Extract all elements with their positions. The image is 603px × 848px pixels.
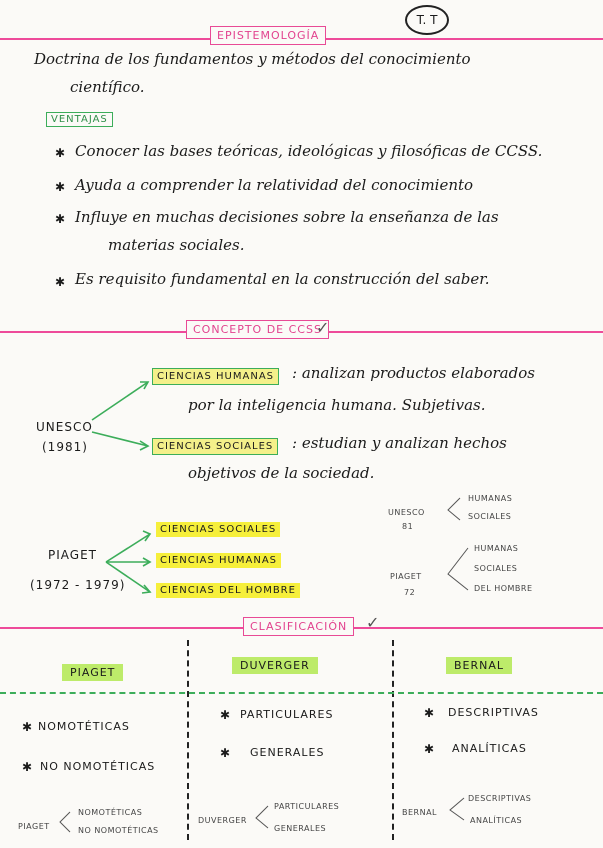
piaget-class-2: NO NOMOTÉTICAS xyxy=(40,760,156,773)
checkmark-icon: ✓ xyxy=(366,613,381,632)
piaget-item-2: CIENCIAS HUMANAS xyxy=(156,553,281,568)
unesco-name: UNESCO xyxy=(36,420,93,434)
piaget-mini-name: PIAGET xyxy=(390,572,422,581)
unesco-mini-b: SOCIALES xyxy=(468,512,512,521)
piaget-years: (1972 - 1979) xyxy=(30,578,126,592)
ventaja-2: Ayuda a comprender la relatividad del conocimiento xyxy=(75,176,474,194)
bullet-star-icon: ✱ xyxy=(220,708,231,722)
piaget-name: PIAGET xyxy=(48,548,97,562)
column-header-piaget: PIAGET xyxy=(62,664,123,681)
unesco-mini-name: UNESCO xyxy=(388,508,425,517)
duverger-class-1: PARTICULARES xyxy=(240,708,334,721)
footer-duverger-b: GENERALES xyxy=(274,824,327,833)
ventaja-4: Es requisito fundamental en la construcción del saber. xyxy=(75,270,490,288)
definition-line-1: Doctrina de los fundamentos y métodos del conocimiento xyxy=(34,50,471,68)
section-title-clasificacion: CLASIFICACIÓN xyxy=(243,617,354,636)
ventaja-3-cont: materias sociales. xyxy=(108,236,245,254)
definition-line-2: científico. xyxy=(70,78,145,96)
bernal-class-2: ANALÍTICAS xyxy=(452,742,527,755)
footer-bernal-a: DESCRIPTIVAS xyxy=(468,794,532,803)
piaget-mini-a: HUMANAS xyxy=(474,544,519,553)
duverger-class-2: GENERALES xyxy=(250,746,325,759)
ciencias-sociales-label: CIENCIAS SOCIALES xyxy=(152,438,278,455)
footer-bernal-name: BERNAL xyxy=(402,808,438,817)
piaget-item-3: CIENCIAS DEL HOMBRE xyxy=(156,583,300,598)
humanas-def-1: : analizan productos elaborados xyxy=(292,364,535,382)
bernal-class-1: DESCRIPTIVAS xyxy=(448,706,539,719)
sociales-def-2: objetivos de la sociedad. xyxy=(188,464,375,482)
bullet-star-icon: ✱ xyxy=(22,720,33,734)
bullet-star-icon: ✱ xyxy=(55,275,66,289)
topic-badge: T. T xyxy=(405,5,449,35)
ventajas-label: VENTAJAS xyxy=(46,112,113,127)
bullet-star-icon: ✱ xyxy=(424,742,435,756)
unesco-year: (1981) xyxy=(42,440,88,454)
piaget-class-1: NOMOTÉTICAS xyxy=(38,720,130,733)
column-header-bernal: BERNAL xyxy=(446,657,512,674)
bullet-star-icon: ✱ xyxy=(220,746,231,760)
footer-piaget-name: PIAGET xyxy=(18,822,50,831)
humanas-def-2: por la inteligencia humana. Subjetivas. xyxy=(188,396,486,414)
footer-duverger-a: PARTICULARES xyxy=(274,802,340,811)
sociales-def-1: : estudian y analizan hechos xyxy=(292,434,507,452)
footer-duverger-name: DUVERGER xyxy=(198,816,247,825)
bullet-star-icon: ✱ xyxy=(22,760,33,774)
bullet-star-icon: ✱ xyxy=(55,180,66,194)
unesco-mini-a: HUMANAS xyxy=(468,494,513,503)
ventaja-3: Influye en muchas decisiones sobre la enseñanza de las xyxy=(75,208,499,226)
piaget-mini-year: 72 xyxy=(404,588,416,597)
bullet-star-icon: ✱ xyxy=(55,212,66,226)
footer-piaget-b: NO NOMOTÉTICAS xyxy=(78,826,159,835)
footer-bernal-b: ANALÍTICAS xyxy=(470,816,523,825)
footer-piaget-a: NOMOTÉTICAS xyxy=(78,808,143,817)
piaget-mini-c: DEL HOMBRE xyxy=(474,584,533,593)
bullet-star-icon: ✱ xyxy=(424,706,435,720)
arrow-unesco-sociales xyxy=(92,432,148,446)
bullet-star-icon: ✱ xyxy=(55,146,66,160)
arrow-unesco-humanas xyxy=(92,382,148,420)
section-title-concepto: CONCEPTO DE CCSS xyxy=(186,320,329,339)
piaget-mini-b: SOCIALES xyxy=(474,564,518,573)
piaget-item-1: CIENCIAS SOCIALES xyxy=(156,522,280,537)
ciencias-humanas-label: CIENCIAS HUMANAS xyxy=(152,368,279,385)
section-title-epistemologia: EPISTEMOLOGÍA xyxy=(210,26,326,45)
unesco-mini-year: 81 xyxy=(402,522,414,531)
column-header-duverger: DUVERGER xyxy=(232,657,318,674)
ventaja-1: Conocer las bases teóricas, ideológicas y filosóficas de CCSS. xyxy=(75,142,543,160)
checkmark-icon: ✓ xyxy=(316,318,331,337)
